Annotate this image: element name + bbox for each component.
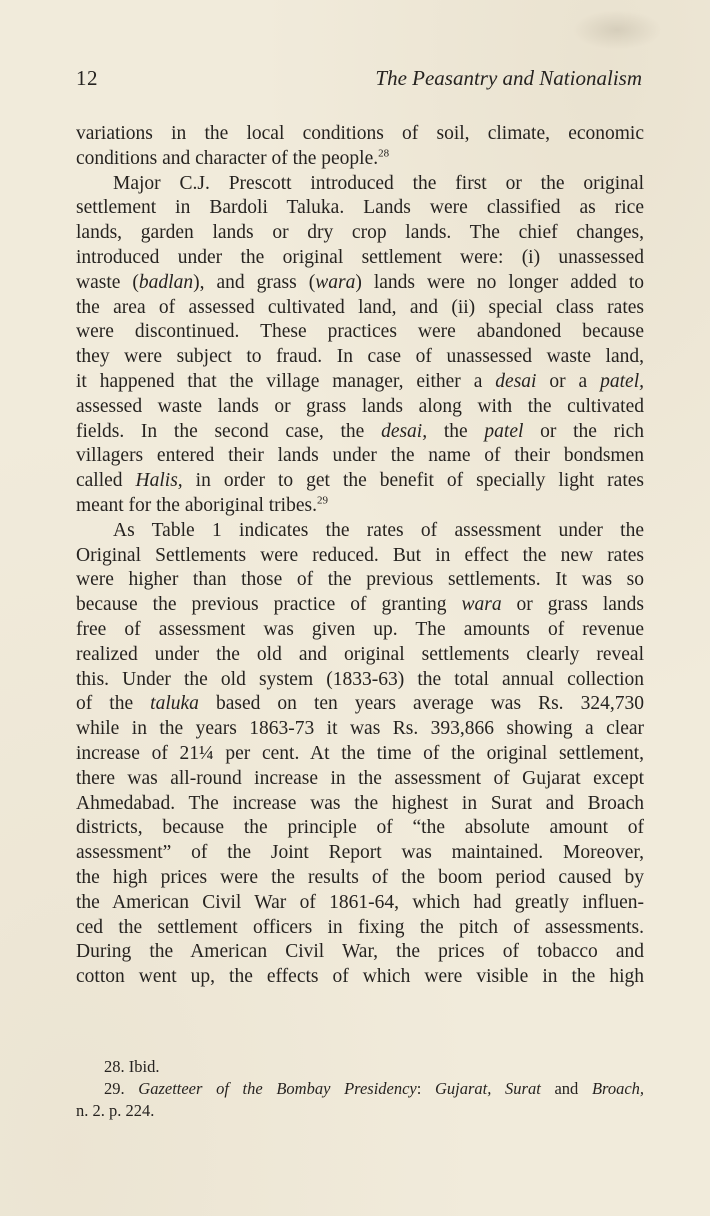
text-segment: 28. Ibid. <box>104 1057 160 1076</box>
text-segment: this. Under the old system (1833-63) the total annual collection <box>76 668 644 690</box>
text-line <box>76 246 644 271</box>
text-segment: they were subject to fraud. In case of unassessed waste land, <box>76 346 644 368</box>
text-segment: assessed waste lands or grass lands along with the cultivated <box>76 395 644 417</box>
text-segment: variations in the local conditions of soil, climate, economic <box>76 123 644 144</box>
text-segment: Original Settlements were reduced. But in effect the new rates <box>76 544 644 566</box>
text-segment: 29. <box>104 1079 139 1098</box>
text-segment: : <box>416 1079 435 1098</box>
italic-text: badlan <box>138 271 194 293</box>
italic-text: wara <box>315 271 356 293</box>
text-line <box>76 866 644 891</box>
footnotes <box>76 1056 644 1122</box>
text-segment: and <box>540 1079 592 1098</box>
body-text <box>76 122 644 990</box>
text-line <box>76 122 644 147</box>
text-segment: there was all-round increase in the assessment of Gujarat except <box>76 767 644 789</box>
text-line <box>76 196 644 221</box>
text-segment: introduced under the original settlement were: (i) unassessed <box>76 246 644 268</box>
text-segment: fields. In the second case, the <box>76 420 382 442</box>
text-segment: During the American Civil War, the prices of tobacco and <box>76 941 644 963</box>
text-line <box>76 147 644 172</box>
text-segment: were higher than those of the previous settlements. It was so <box>76 569 644 591</box>
text-segment: villagers entered their lands under the name of their bondsmen <box>76 445 644 467</box>
text-segment: because the previous practice of granting <box>76 594 462 616</box>
text-segment: or the rich <box>523 420 644 442</box>
text-segment: settlement in Bardoli Taluka. Lands were classified as rice <box>76 197 644 219</box>
italic-text: patel, <box>600 370 644 392</box>
text-line <box>76 544 644 569</box>
text-line <box>76 568 644 593</box>
text-segment: or grass lands <box>501 594 644 616</box>
text-segment: ) lands were no longer added to <box>355 271 644 293</box>
italic-text: desai <box>495 370 537 392</box>
text-line <box>76 940 644 965</box>
text-line <box>76 618 644 643</box>
footnote-reference: 28 <box>378 147 390 160</box>
text-segment: based on ten years average was Rs. 324,730 <box>198 693 644 715</box>
text-line <box>76 494 644 519</box>
text-line <box>76 320 644 345</box>
text-line <box>76 643 644 668</box>
text-line <box>76 469 644 494</box>
page-number: 12 <box>76 66 98 90</box>
text-segment: it happened that the village manager, either a <box>76 370 496 392</box>
text-segment: Ahmedabad. The increase was the highest in Surat and Broach <box>76 792 644 814</box>
footnote-reference: 29 <box>316 494 328 507</box>
text-line <box>76 742 644 767</box>
footnote-line <box>76 1078 644 1100</box>
page-smudge <box>572 10 662 50</box>
text-segment <box>491 1079 505 1098</box>
text-line <box>76 965 644 990</box>
text-segment: free of assessment was given up. The amounts of revenue <box>76 618 644 640</box>
text-segment: or a <box>536 370 601 392</box>
text-segment: of the <box>76 693 151 715</box>
footnote-line <box>76 1100 644 1122</box>
text-segment: increase of 21¼ per cent. At the time of the original settlement, <box>76 742 644 764</box>
text-segment: districts, because the principle of “the absolute amount of <box>76 817 644 839</box>
text-segment: cotton went up, the effects of which were visible in the high <box>76 966 644 988</box>
text-segment: waste ( <box>76 271 139 293</box>
text-segment: conditions and character of the people. <box>76 147 379 169</box>
text-segment: ced the settlement officers in fixing the pitch of assessments. <box>76 916 644 938</box>
italic-text: Surat <box>505 1079 541 1098</box>
page-header <box>76 66 642 96</box>
text-line <box>76 692 644 717</box>
text-line <box>76 420 644 445</box>
italic-text: patel <box>484 420 524 442</box>
text-segment: were discontinued. These practices were abandoned because <box>76 321 644 343</box>
text-line <box>76 816 644 841</box>
italic-text: desai, <box>381 420 428 442</box>
text-segment: meant for the aboriginal tribes. <box>76 494 317 516</box>
italic-text: Gazetteer of the Bombay Presidency <box>138 1079 417 1098</box>
text-segment: lands, garden lands or dry crop lands. The chief changes, <box>76 222 644 244</box>
text-segment: the <box>427 420 485 442</box>
running-title: The Peasantry and Nationalism <box>375 66 642 90</box>
text-line <box>76 444 644 469</box>
text-line <box>76 345 644 370</box>
text-segment: n. 2. p. 224. <box>76 1101 155 1120</box>
text-segment: As Table 1 indicates the rates of assessment under the <box>113 519 644 541</box>
text-line <box>76 916 644 941</box>
text-line <box>76 370 644 395</box>
text-line <box>76 271 644 296</box>
text-line <box>76 593 644 618</box>
text-segment: realized under the old and original settlements clearly reveal <box>76 643 644 665</box>
footnote-line <box>76 1056 644 1078</box>
text-line <box>76 395 644 420</box>
text-segment: in order to get the benefit of specially light rates <box>182 470 644 492</box>
italic-text: Gujarat, <box>435 1079 492 1098</box>
text-segment: the high prices were the results of the boom period caused by <box>76 866 644 888</box>
text-line <box>76 717 644 742</box>
text-line <box>76 172 644 197</box>
text-line <box>76 668 644 693</box>
text-line <box>76 792 644 817</box>
text-line <box>76 841 644 866</box>
text-line <box>76 767 644 792</box>
text-segment: called <box>76 470 136 492</box>
text-segment: Major C.J. Prescott introduced the first or the original <box>113 172 644 194</box>
text-segment: the American Civil War of 1861-64, which had greatly influen- <box>76 891 644 913</box>
text-segment: ), and grass ( <box>193 271 316 293</box>
italic-text: wara <box>461 594 502 616</box>
text-line <box>76 296 644 321</box>
italic-text: taluka <box>150 693 199 715</box>
text-segment: while in the years 1863-73 it was Rs. 393,866 showing a clear <box>76 718 644 740</box>
text-line <box>76 519 644 544</box>
text-line <box>76 891 644 916</box>
italic-text: Broach, <box>591 1079 645 1098</box>
italic-text: Halis, <box>135 470 183 492</box>
text-segment: assessment” of the Joint Report was maintained. Moreover, <box>76 842 644 864</box>
text-line <box>76 221 644 246</box>
text-segment: the area of assessed cultivated land, and (ii) special class rates <box>76 296 644 318</box>
